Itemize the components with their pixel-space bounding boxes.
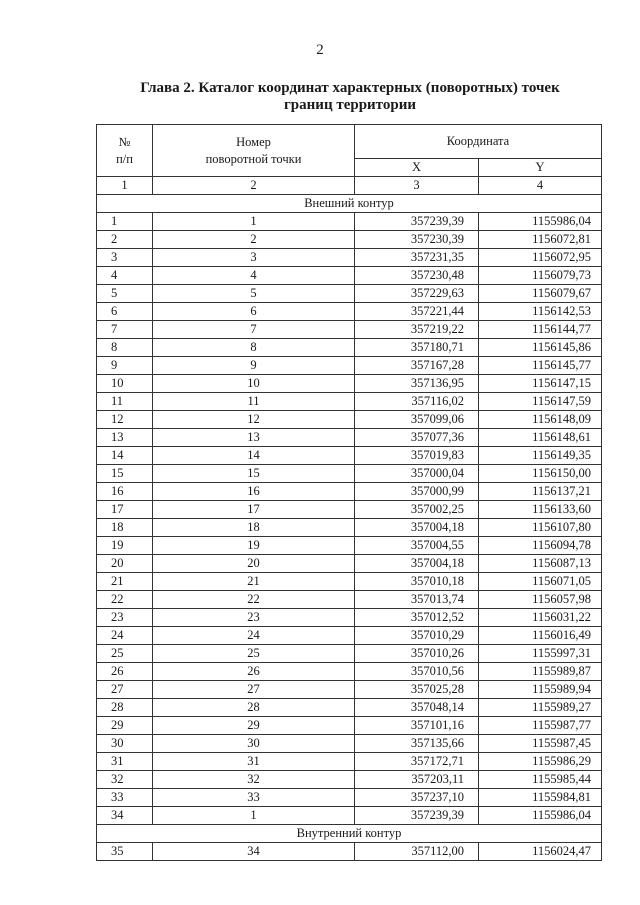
table-row	[97, 807, 602, 825]
table-row	[97, 231, 602, 249]
coord-y: 1155997,31	[479, 645, 602, 663]
table-row	[97, 609, 602, 627]
row-number: 22	[97, 591, 153, 609]
coord-x: 357099,06	[355, 411, 479, 429]
coord-y: 1156094,78	[479, 537, 602, 555]
table-row	[97, 285, 602, 303]
point-number: 24	[153, 627, 355, 645]
coord-x: 357000,99	[355, 483, 479, 501]
coord-x: 357239,39	[355, 213, 479, 231]
header-index: 2	[153, 177, 355, 195]
page-number: 2	[316, 42, 324, 58]
table-row	[97, 213, 602, 231]
coord-y: 1156031,22	[479, 609, 602, 627]
header-index: 1	[97, 177, 153, 195]
coord-y: 1155985,44	[479, 771, 602, 789]
point-number: 1	[153, 213, 355, 231]
row-number: 3	[97, 249, 153, 267]
coord-x: 357010,29	[355, 627, 479, 645]
row-number: 27	[97, 681, 153, 699]
point-number: 22	[153, 591, 355, 609]
coord-x: 357019,83	[355, 447, 479, 465]
row-number: 26	[97, 663, 153, 681]
coord-x: 357135,66	[355, 735, 479, 753]
point-number: 17	[153, 501, 355, 519]
point-number: 29	[153, 717, 355, 735]
row-number: 28	[97, 699, 153, 717]
point-number: 31	[153, 753, 355, 771]
table-row	[97, 465, 602, 483]
point-number: 25	[153, 645, 355, 663]
row-number: 1	[97, 213, 153, 231]
point-number: 1	[153, 807, 355, 825]
coord-x: 357004,18	[355, 519, 479, 537]
coord-y: 1156133,60	[479, 501, 602, 519]
table-body	[97, 195, 602, 861]
point-number: 32	[153, 771, 355, 789]
header-num: № п/п	[97, 125, 153, 177]
point-number: 16	[153, 483, 355, 501]
row-number: 16	[97, 483, 153, 501]
table-row	[97, 303, 602, 321]
coord-x: 357048,14	[355, 699, 479, 717]
point-number: 23	[153, 609, 355, 627]
point-number: 20	[153, 555, 355, 573]
title-line-2: границ территории	[284, 97, 416, 113]
table-row	[97, 447, 602, 465]
header-index-row	[97, 177, 602, 195]
coord-x: 357025,28	[355, 681, 479, 699]
table-row	[97, 537, 602, 555]
point-number: 2	[153, 231, 355, 249]
point-number: 5	[153, 285, 355, 303]
table-row	[97, 771, 602, 789]
row-number: 13	[97, 429, 153, 447]
row-number: 24	[97, 627, 153, 645]
table-row	[97, 789, 602, 807]
table-row	[97, 483, 602, 501]
coord-x: 357013,74	[355, 591, 479, 609]
point-number: 3	[153, 249, 355, 267]
row-number: 29	[97, 717, 153, 735]
coord-x: 357230,39	[355, 231, 479, 249]
coord-y: 1155987,45	[479, 735, 602, 753]
row-number: 5	[97, 285, 153, 303]
table-row	[97, 249, 602, 267]
table-row	[97, 591, 602, 609]
table-row	[97, 393, 602, 411]
row-number: 8	[97, 339, 153, 357]
coordinates-table	[96, 124, 602, 861]
coord-y: 1155989,27	[479, 699, 602, 717]
coord-y: 1156137,21	[479, 483, 602, 501]
coord-x: 357237,10	[355, 789, 479, 807]
coord-x: 357167,28	[355, 357, 479, 375]
coord-x: 357136,95	[355, 375, 479, 393]
coord-x: 357004,55	[355, 537, 479, 555]
row-number: 15	[97, 465, 153, 483]
section-title: Внутренний контур	[97, 825, 602, 843]
row-number: 33	[97, 789, 153, 807]
coord-y: 1156144,77	[479, 321, 602, 339]
coord-x: 357229,63	[355, 285, 479, 303]
coord-x: 357010,26	[355, 645, 479, 663]
point-number: 9	[153, 357, 355, 375]
coord-y: 1155986,04	[479, 213, 602, 231]
coord-y: 1156087,13	[479, 555, 602, 573]
table-row	[97, 627, 602, 645]
coord-x: 357203,11	[355, 771, 479, 789]
coord-y: 1156147,59	[479, 393, 602, 411]
row-number: 35	[97, 843, 153, 861]
header-y: Y	[479, 159, 602, 177]
table-row	[97, 843, 602, 861]
coord-y: 1156072,95	[479, 249, 602, 267]
coord-y: 1156024,47	[479, 843, 602, 861]
coord-y: 1156072,81	[479, 231, 602, 249]
coord-y: 1156107,80	[479, 519, 602, 537]
header-x: X	[355, 159, 479, 177]
point-number: 26	[153, 663, 355, 681]
page-title	[60, 80, 640, 114]
row-number: 9	[97, 357, 153, 375]
table-row	[97, 519, 602, 537]
point-number: 6	[153, 303, 355, 321]
row-number: 17	[97, 501, 153, 519]
table-row	[97, 681, 602, 699]
coord-x: 357002,25	[355, 501, 479, 519]
title-line-1: Глава 2. Каталог координат характерных (поворотных) точек	[140, 80, 560, 96]
coord-y: 1156079,67	[479, 285, 602, 303]
coord-x: 357112,00	[355, 843, 479, 861]
coord-y: 1156142,53	[479, 303, 602, 321]
coord-y: 1156149,35	[479, 447, 602, 465]
point-number: 12	[153, 411, 355, 429]
table-row	[97, 339, 602, 357]
row-number: 12	[97, 411, 153, 429]
coord-x: 357231,35	[355, 249, 479, 267]
row-number: 21	[97, 573, 153, 591]
table-row	[97, 375, 602, 393]
coord-y: 1156079,73	[479, 267, 602, 285]
row-number: 20	[97, 555, 153, 573]
point-number: 10	[153, 375, 355, 393]
table-row	[97, 645, 602, 663]
header-coordinate: Координата	[355, 125, 602, 159]
row-number: 25	[97, 645, 153, 663]
coord-x: 357116,02	[355, 393, 479, 411]
coord-x: 357219,22	[355, 321, 479, 339]
point-number: 28	[153, 699, 355, 717]
coord-y: 1155989,94	[479, 681, 602, 699]
coord-y: 1155984,81	[479, 789, 602, 807]
coord-y: 1156147,15	[479, 375, 602, 393]
coord-x: 357010,18	[355, 573, 479, 591]
section-row	[97, 195, 602, 213]
coord-x: 357221,44	[355, 303, 479, 321]
table-row	[97, 735, 602, 753]
point-number: 33	[153, 789, 355, 807]
row-number: 7	[97, 321, 153, 339]
section-row	[97, 825, 602, 843]
point-number: 15	[153, 465, 355, 483]
table-row	[97, 429, 602, 447]
row-number: 19	[97, 537, 153, 555]
point-number: 34	[153, 843, 355, 861]
coord-y: 1155986,29	[479, 753, 602, 771]
coord-y: 1156145,77	[479, 357, 602, 375]
coord-x: 357230,48	[355, 267, 479, 285]
table-row	[97, 501, 602, 519]
table-row	[97, 411, 602, 429]
table-row	[97, 699, 602, 717]
table-row	[97, 753, 602, 771]
point-number: 8	[153, 339, 355, 357]
coord-y: 1156148,61	[479, 429, 602, 447]
coord-x: 357180,71	[355, 339, 479, 357]
row-number: 4	[97, 267, 153, 285]
table-row	[97, 573, 602, 591]
table-row	[97, 717, 602, 735]
row-number: 2	[97, 231, 153, 249]
header-point: Номер поворотной точки	[153, 125, 355, 177]
coord-x: 357101,16	[355, 717, 479, 735]
coord-x: 357077,36	[355, 429, 479, 447]
coord-y: 1156071,05	[479, 573, 602, 591]
coord-y: 1156057,98	[479, 591, 602, 609]
coord-x: 357172,71	[355, 753, 479, 771]
point-number: 18	[153, 519, 355, 537]
header-index: 4	[479, 177, 602, 195]
row-number: 14	[97, 447, 153, 465]
coord-x: 357004,18	[355, 555, 479, 573]
point-number: 11	[153, 393, 355, 411]
table-row	[97, 357, 602, 375]
point-number: 14	[153, 447, 355, 465]
coord-y: 1155989,87	[479, 663, 602, 681]
section-title: Внешний контур	[97, 195, 602, 213]
coord-x: 357000,04	[355, 465, 479, 483]
row-number: 30	[97, 735, 153, 753]
coord-y: 1156150,00	[479, 465, 602, 483]
table-row	[97, 321, 602, 339]
point-number: 21	[153, 573, 355, 591]
row-number: 6	[97, 303, 153, 321]
coord-y: 1155987,77	[479, 717, 602, 735]
row-number: 23	[97, 609, 153, 627]
row-number: 34	[97, 807, 153, 825]
coord-y: 1156145,86	[479, 339, 602, 357]
table-row	[97, 267, 602, 285]
point-number: 19	[153, 537, 355, 555]
point-number: 27	[153, 681, 355, 699]
coord-y: 1156148,09	[479, 411, 602, 429]
row-number: 11	[97, 393, 153, 411]
coord-x: 357239,39	[355, 807, 479, 825]
row-number: 10	[97, 375, 153, 393]
coord-y: 1156016,49	[479, 627, 602, 645]
coord-x: 357012,52	[355, 609, 479, 627]
row-number: 32	[97, 771, 153, 789]
row-number: 18	[97, 519, 153, 537]
coord-x: 357010,56	[355, 663, 479, 681]
coord-y: 1155986,04	[479, 807, 602, 825]
point-number: 30	[153, 735, 355, 753]
point-number: 7	[153, 321, 355, 339]
point-number: 4	[153, 267, 355, 285]
row-number: 31	[97, 753, 153, 771]
table-row	[97, 663, 602, 681]
table-row	[97, 555, 602, 573]
header-index: 3	[355, 177, 479, 195]
point-number: 13	[153, 429, 355, 447]
